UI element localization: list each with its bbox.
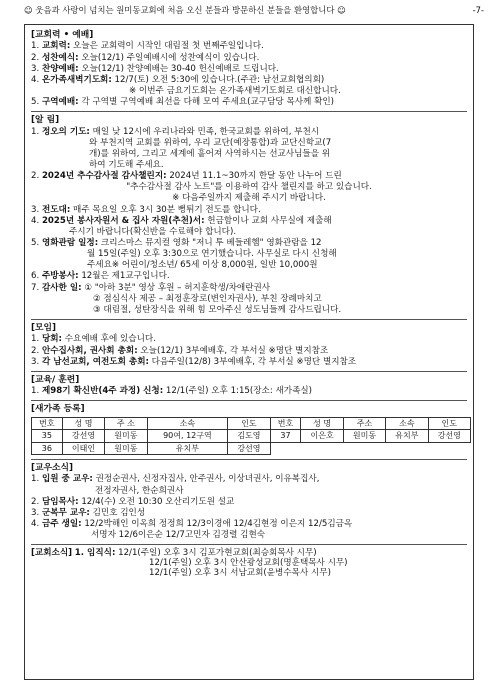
list-item-cont: 개)를 위하여, 그리고 세계에 흩어져 사역하시는 선교사님들을 위 bbox=[89, 148, 331, 159]
item-label: 1. 임직식: bbox=[74, 548, 116, 559]
table-cell: 원미동 bbox=[105, 430, 147, 442]
page-header bbox=[24, 6, 484, 20]
table-cell: 이은호 bbox=[301, 430, 343, 442]
section-title: [모임] bbox=[31, 322, 57, 333]
bulletin-frame bbox=[24, 24, 474, 680]
list-item-cont: 12/1(주일) 오후 3시 서남교회(윤병수목사 시무) bbox=[149, 568, 331, 579]
table-cell: 원미동 bbox=[105, 442, 147, 454]
list-item-cont: 월 15일(주일) 오후 3:30으로 연기했습니다. 사무실로 다시 신청해 bbox=[87, 249, 337, 260]
section-meetings bbox=[31, 323, 467, 367]
list-item-cont: 12/1(주일) 오후 3시 안산광성교회(명훈택목사 시무) bbox=[149, 558, 348, 569]
section-members-news bbox=[31, 463, 467, 540]
list-item: 1. 정오의 기도: 매일 낮 12시에 우리나라와 민족, 한국교회를 위하여, 부천시 bbox=[31, 126, 320, 137]
table-cell bbox=[301, 442, 343, 454]
section-announcements bbox=[31, 115, 467, 315]
column-header: 주소 bbox=[343, 417, 385, 429]
table-cell: 이태인 bbox=[62, 442, 104, 454]
list-item-cont: ※ 다음주일까지 제출해 주시기 바랍니다. bbox=[172, 193, 326, 204]
list-item: 4. 금주 생일: 12/2박해인 이옥희 정정희 12/3이경애 12/4김현정 이은지 12/5김금옥 bbox=[31, 518, 353, 529]
section-title: [교우소식] bbox=[31, 462, 74, 473]
table-cell bbox=[428, 442, 470, 454]
list-item: 3. 각 남선교회, 여전도회 총회: 다음주일(12/8) 3부예배후, 각 부서실 ※명단 별지참조 bbox=[31, 356, 357, 367]
table-row bbox=[32, 442, 471, 454]
list-item: 2. 담임목사: 12/4(수) 오전 10:30 오산리기도원 설교 bbox=[31, 496, 235, 507]
section-title: [교회력 • 예배] bbox=[31, 30, 94, 40]
list-note: ※ 이번주 금요기도회는 온가족새벽기도회로 대신합니다. bbox=[129, 85, 341, 96]
list-item-cont: ③ 대림절, 성탄장식을 위해 힘 모아주신 성도님들께 감사드립니다. bbox=[93, 304, 342, 315]
list-item bbox=[31, 548, 467, 558]
table-cell: 강선영 bbox=[228, 442, 270, 454]
table-cell: 90여, 12구역 bbox=[147, 430, 228, 442]
list-item: 1. 제98기 확신반(4주 과정) 신청: 12/1(주일) 오후 1:15(장소: 새가족실) bbox=[31, 386, 313, 397]
column-header: 인도 bbox=[228, 417, 270, 429]
table-cell: 강선영 bbox=[428, 430, 470, 442]
list-item-cont: 주시기 바랍니다(확신반을 수료해야 합니다). bbox=[69, 226, 237, 237]
column-header: 소속 bbox=[147, 417, 228, 429]
table-cell bbox=[386, 442, 428, 454]
list-item: 1. 교회력: 오늘은 교회력이 시작인 대림절 첫 번째주일입니다. bbox=[31, 41, 264, 52]
list-item: 3. 군복무 교우: 김민호 김인성 bbox=[31, 507, 146, 518]
table-row bbox=[32, 430, 471, 442]
section-new-family bbox=[31, 404, 467, 455]
list-item: 1. 입원 중 교우: 권정순권사, 신정자집사, 안주권사, 이상녀권사, 이유복집사, bbox=[31, 474, 320, 485]
section-education bbox=[31, 375, 467, 397]
welcome-text: ☺ 웃음과 사랑이 넘치는 원미동교회에 처음 오신 분들과 방문하신 분들을 환영합니다 ☺ bbox=[24, 5, 346, 15]
divider bbox=[31, 459, 467, 460]
column-header: 인도 bbox=[428, 417, 470, 429]
list-item-cont: 하여 기도해 주세요. bbox=[89, 160, 164, 171]
list-item-cont: ② 점심식사 제공 – 최정훈장로(변인자권사), 부친 장례마치고 bbox=[93, 293, 322, 304]
list-item-cont: 와 부천지역 교회를 위하여, 우리 교단(예장통합)과 교단신학교(7 bbox=[89, 137, 332, 148]
list-item: 4. 온가족새벽기도회: 12/7(토) 오전 5:30에 있습니다.(주관: 남선교회협의회) bbox=[31, 74, 325, 85]
list-item-cont: "추수감사절 감사 노트"를 이용하여 감사 챌린지를 하고 있습니다. bbox=[126, 182, 372, 193]
new-family-table bbox=[31, 417, 471, 455]
table-cell: 강선영 bbox=[62, 430, 104, 442]
table-cell: 36 bbox=[32, 442, 63, 454]
list-item-cont: 전정자권사, 한순희권사 bbox=[95, 485, 184, 496]
table-cell: 원미동 bbox=[343, 430, 385, 442]
column-header: 주 소 bbox=[105, 417, 147, 429]
table-cell: 유치부 bbox=[147, 442, 228, 454]
item-text: 12/1(주일) 오후 3시 김포가현교회(최승회목사 시무) bbox=[118, 548, 317, 559]
divider bbox=[31, 371, 467, 372]
divider bbox=[31, 400, 467, 401]
table-cell bbox=[270, 442, 301, 454]
section-title: [새가족 등록] bbox=[31, 404, 85, 415]
section-title: [교회소식] bbox=[31, 548, 73, 559]
column-header: 번호 bbox=[32, 417, 63, 429]
list-item: 5. 구역예배: 각 구역별 구역예배 최선을 다해 모여 주세요(교구담당 목사께 확인) bbox=[31, 97, 335, 108]
divider bbox=[31, 111, 467, 112]
list-item: 2. 성찬예식: 오늘(12/1) 주일예배시에 성찬예식이 있습니다. bbox=[31, 52, 260, 63]
table-cell: 35 bbox=[32, 430, 63, 442]
table-cell: 유치부 bbox=[386, 430, 428, 442]
table-cell bbox=[343, 442, 385, 454]
list-item: 3. 전도대: 매주 목요일 오후 3시 30분 뻥튀기 전도를 합니다. bbox=[31, 204, 261, 215]
divider bbox=[31, 319, 467, 320]
column-header: 번호 bbox=[270, 417, 301, 429]
list-item: 7. 감사한 일: ① "아하 3분" 영상 후원 – 허지훈학생/차애란권사 bbox=[31, 282, 271, 293]
list-item: 3. 찬양예배: 오늘(12/1) 찬양예배는 30-40 헌신예배로 드립니다. bbox=[31, 63, 279, 74]
list-item-cont: 서명자 12/6이은순 12/7고민자 김경렬 김현숙 bbox=[91, 530, 266, 541]
column-header: 소속 bbox=[386, 417, 428, 429]
table-cell: 김도영 bbox=[228, 430, 270, 442]
table-cell: 37 bbox=[270, 430, 301, 442]
column-header: 성 명 bbox=[301, 417, 343, 429]
list-item: 4. 2025년 봉사자원서 & 집사 자원(추천)서: 헌금함이나 교회 사무실에 제출해 bbox=[31, 215, 332, 226]
list-item: 1. 당회: 수요예배 후에 있습니다. bbox=[31, 334, 156, 345]
column-header: 성 명 bbox=[62, 417, 104, 429]
list-item: 2. 2024년 추수감사절 감사챌린지: 2024년 11.1~30까지 한달 동안 나누어 드린 bbox=[31, 171, 342, 182]
section-church-news bbox=[31, 548, 467, 578]
list-item: 6. 주방봉사: 12월은 제1교구입니다. bbox=[31, 271, 170, 282]
divider bbox=[31, 544, 467, 545]
list-item: 5. 영화관람 일정: 크리스마스 뮤지컬 영화 "저니 투 베들레헴" 영화관람을 12 bbox=[31, 238, 322, 248]
section-title: [알 림] bbox=[31, 115, 60, 126]
list-item: 2. 안수집사회, 권사회 총회: 오늘(12/1) 3부예배후, 각 부서실 ※명단 별지참조 bbox=[31, 345, 329, 356]
list-item-cont: 주세요※ 어린이/청소년/ 65세 이상 8,000원, 일반 10,000원 bbox=[87, 260, 318, 271]
section-title: [교육/ 훈련] bbox=[31, 374, 80, 385]
page-number: -7- bbox=[472, 5, 484, 15]
table-header-row bbox=[32, 417, 471, 429]
section-calendar bbox=[31, 30, 467, 107]
